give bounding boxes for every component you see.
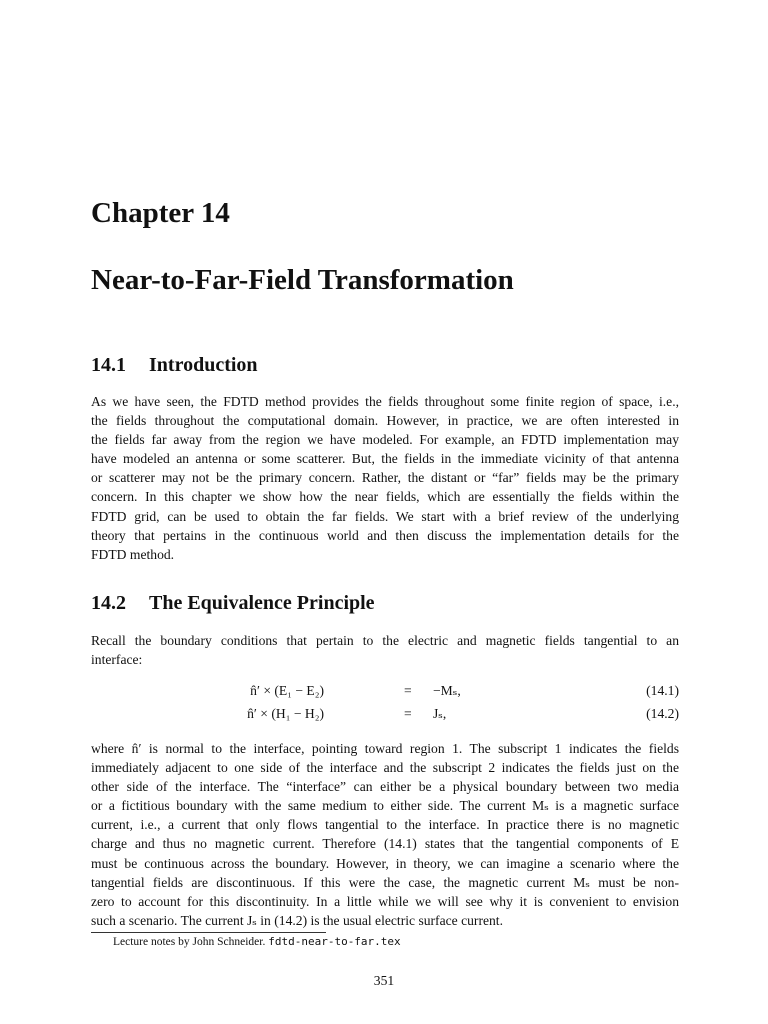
equation-number: (14.2)	[646, 706, 679, 721]
footnote-text: Lecture notes by John Schneider.	[113, 936, 266, 948]
equation-rhs: Jₛ,	[433, 706, 447, 721]
section-title: The Equivalence Principle	[149, 592, 375, 614]
paragraph-line: theory that pertains in the continuous world and then discuss the implementation details for the	[91, 527, 679, 543]
paragraph-line: other side of the interface. The “interface” can either be a physical boundary between two media	[91, 779, 679, 795]
equation-relation: =	[404, 683, 412, 698]
section-heading-equivalence-principle	[91, 592, 375, 615]
chapter-title: Near-to-Far-Field Transformation	[91, 264, 514, 296]
paragraph-line: charge and thus no magnetic current. Therefore (14.1) states that the tangential components of E	[91, 836, 679, 852]
paragraph-line: the fields throughout the computational domain. However, in practice, we are often interested in	[91, 413, 679, 429]
paragraph-line: or scatterer may not be the primary concern. Rather, the distant or “far” fields may be the primary	[91, 470, 679, 486]
paragraph-line: zero to account for this discontinuity. In a little while we will see why it is convenient to envision	[91, 893, 679, 909]
introduction-paragraph	[91, 392, 679, 564]
paragraph-line: where n̂′ is normal to the interface, pointing toward region 1. The subscript 1 indicates the fields	[91, 741, 679, 756]
paragraph-line: FDTD method.	[91, 546, 175, 562]
section-title: Introduction	[149, 354, 258, 376]
equivalence-body-paragraph	[91, 739, 679, 930]
paragraph-line: current, i.e., a current that only flows tangential to the interface. In practice there is no magnetic	[91, 817, 679, 833]
footnote	[113, 935, 401, 948]
paragraph-line: the fields far away from the region we have modeled. For example, an FDTD implementation may	[91, 432, 679, 448]
equation-14-2	[91, 706, 679, 728]
paragraph-line: concern. In this chapter we show how the near fields, which are essentially the fields within the	[91, 489, 679, 505]
section-heading-introduction	[91, 354, 258, 377]
paragraph-line: Recall the boundary conditions that pertain to the electric and magnetic fields tangential to an	[91, 633, 679, 648]
paragraph-line: have modeled an antenna or some scatterer. But, the fields in the immediate vicinity of that antenna	[91, 451, 679, 467]
paragraph-line: must be continuous across the boundary. However, in theory, we can imagine a scenario where the	[91, 855, 679, 871]
equation-rhs: −Mₛ,	[433, 683, 461, 698]
page-number: 351	[373, 973, 395, 988]
equation-lhs: n̂′ × (E₁ − E₂)	[250, 683, 324, 698]
footnote-divider	[91, 932, 326, 933]
footnote-filename: fdtd-near-to-far.tex	[268, 935, 401, 948]
section-number: 14.1	[91, 354, 126, 376]
paragraph-line: As we have seen, the FDTD method provides the fields throughout some finite region of space, i.e.,	[91, 394, 679, 409]
equivalence-intro-paragraph	[91, 631, 679, 669]
paragraph-line: interface:	[91, 652, 143, 668]
equation-relation: =	[404, 706, 412, 721]
paragraph-line: or a fictitious boundary with the same medium to either side. The current Mₛ is a magnetic surface	[91, 798, 679, 814]
paragraph-line: FDTD grid, can be used to obtain the far fields. We start with a brief review of the underlying	[91, 508, 679, 524]
paragraph-line: tangential fields are discontinuous. If this were the case, the magnetic current Mₛ must be non-	[91, 874, 679, 890]
chapter-label: Chapter 14	[91, 197, 230, 229]
equation-number: (14.1)	[646, 683, 679, 698]
equation-14-1	[91, 683, 679, 705]
section-number: 14.2	[91, 592, 126, 614]
paragraph-line: immediately adjacent to one side of the interface and the subscript 2 indicates the fields just on the	[91, 760, 679, 776]
equation-lhs: n̂′ × (H₁ − H₂)	[247, 706, 324, 721]
paragraph-line: such a scenario. The current Jₛ in (14.2) is the usual electric surface current.	[91, 912, 503, 928]
